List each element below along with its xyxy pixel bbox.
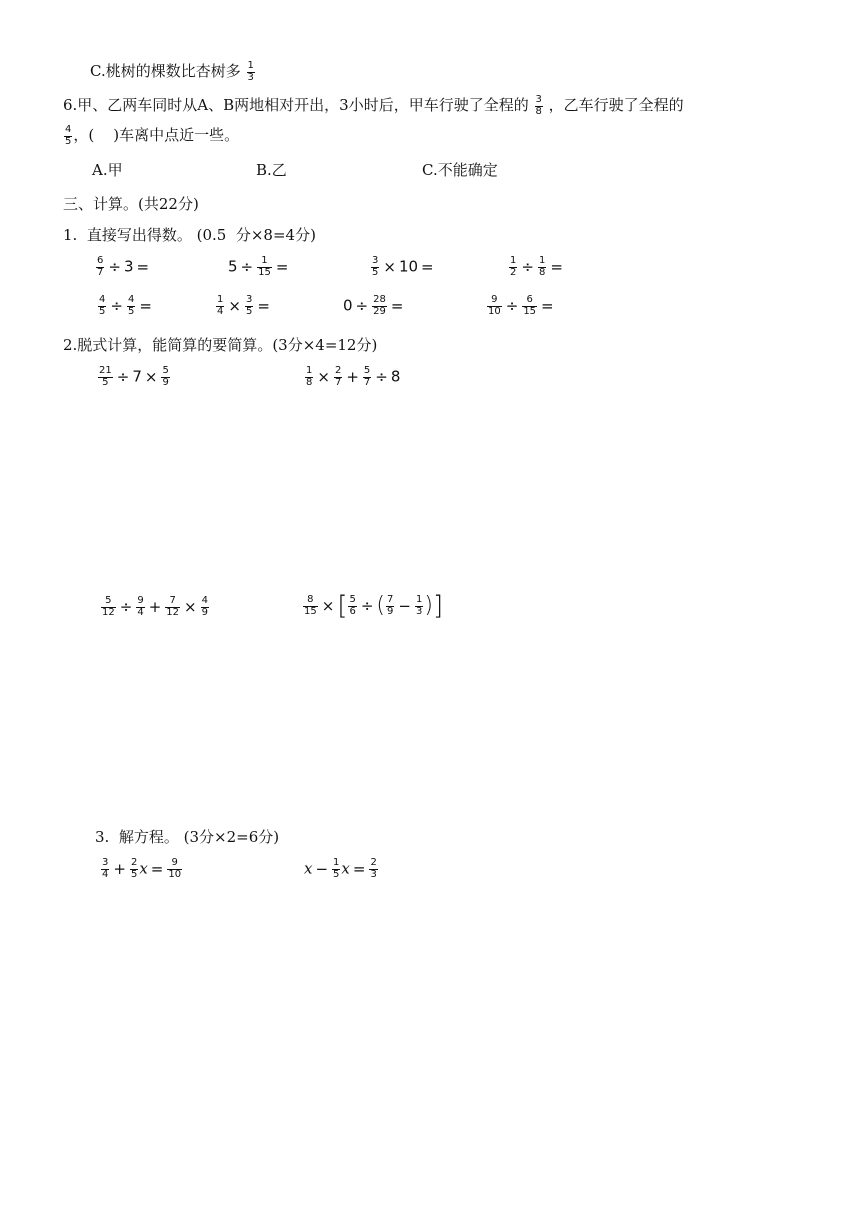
fraction: $\frac{4}{5}$ [65,124,72,147]
direct-calc-1: $\frac{6}{7}$ ÷ 3 = [97,255,150,278]
direct-calc-5: $\frac{4}{5}$ ÷ $\frac{4}{5}$ = [99,294,152,317]
direct-calc-7: 0 ÷ $\frac{28}{29}$ = [343,294,404,317]
section-3-title: 三、计算。(共22分) [63,195,199,213]
fraction: $\frac{1}{3}$ [247,60,254,83]
direct-calc-8: $\frac{9}{10}$ ÷ $\frac{6}{15}$ = [488,294,554,317]
step-calc-3: $\frac{5}{12}$ ÷ $\frac{9}{4}$ + $\frac{7}{12}$ × $\frac{4}{9}$ [102,595,208,618]
step-calc-4: $\frac{8}{15}$ × [ $\frac{5}{6}$ ÷ ( $\frac{7}{9}$ − $\frac{1}{3}$ )] [304,591,444,621]
step-calc-1: $\frac{21}{5}$ ÷ 7 × $\frac{5}{9}$ [99,365,169,388]
direct-calc-6: $\frac{1}{4}$ × $\frac{3}{5}$ = [217,294,270,317]
part-3-title: 3. 解方程。 (3分×2=6分) [95,828,280,846]
equation-2: x − $\frac{1}{5}$ x = $\frac{2}{3}$ [304,857,377,880]
fraction: $\frac{3}{8}$ [535,94,542,117]
equation-1: $\frac{3}{4}$ + $\frac{2}{5}$ x = $\frac{9}{10}$ [102,857,182,880]
step-calc-2: $\frac{1}{8}$ × $\frac{2}{7}$ + $\frac{5}{7}$ ÷ 8 [306,365,401,388]
q5-option-c-text: C.桃树的棵数比杏树多 [90,62,241,80]
part-1-title: 1. 直接写出得数。 (0.5 分×8=4分) [63,226,316,244]
direct-calc-4: $\frac{1}{2}$ ÷ $\frac{1}{8}$ = [510,255,563,278]
q5-option-c [90,60,256,83]
q6-option-a: A.甲 [92,161,123,179]
direct-calc-2: 5 ÷ $\frac{1}{15}$ = [228,255,289,278]
q6-option-b: B.乙 [256,161,287,179]
q6-line1: 6.甲、乙两车同时从A、B两地相对开出，3小时后，甲车行驶了全程的 $\frac{3}{8}$ ，乙车行驶了全程的 [63,94,684,117]
direct-calc-3: $\frac{3}{5}$ × 10 = [372,255,434,278]
part-2-title: 2.脱式计算，能简算的要简算。(3分×4=12分) [63,336,378,354]
q6-option-c: C.不能确定 [422,161,498,179]
q6-line2: $\frac{4}{5}$ ，( )车离中点近一些。 [65,124,240,147]
